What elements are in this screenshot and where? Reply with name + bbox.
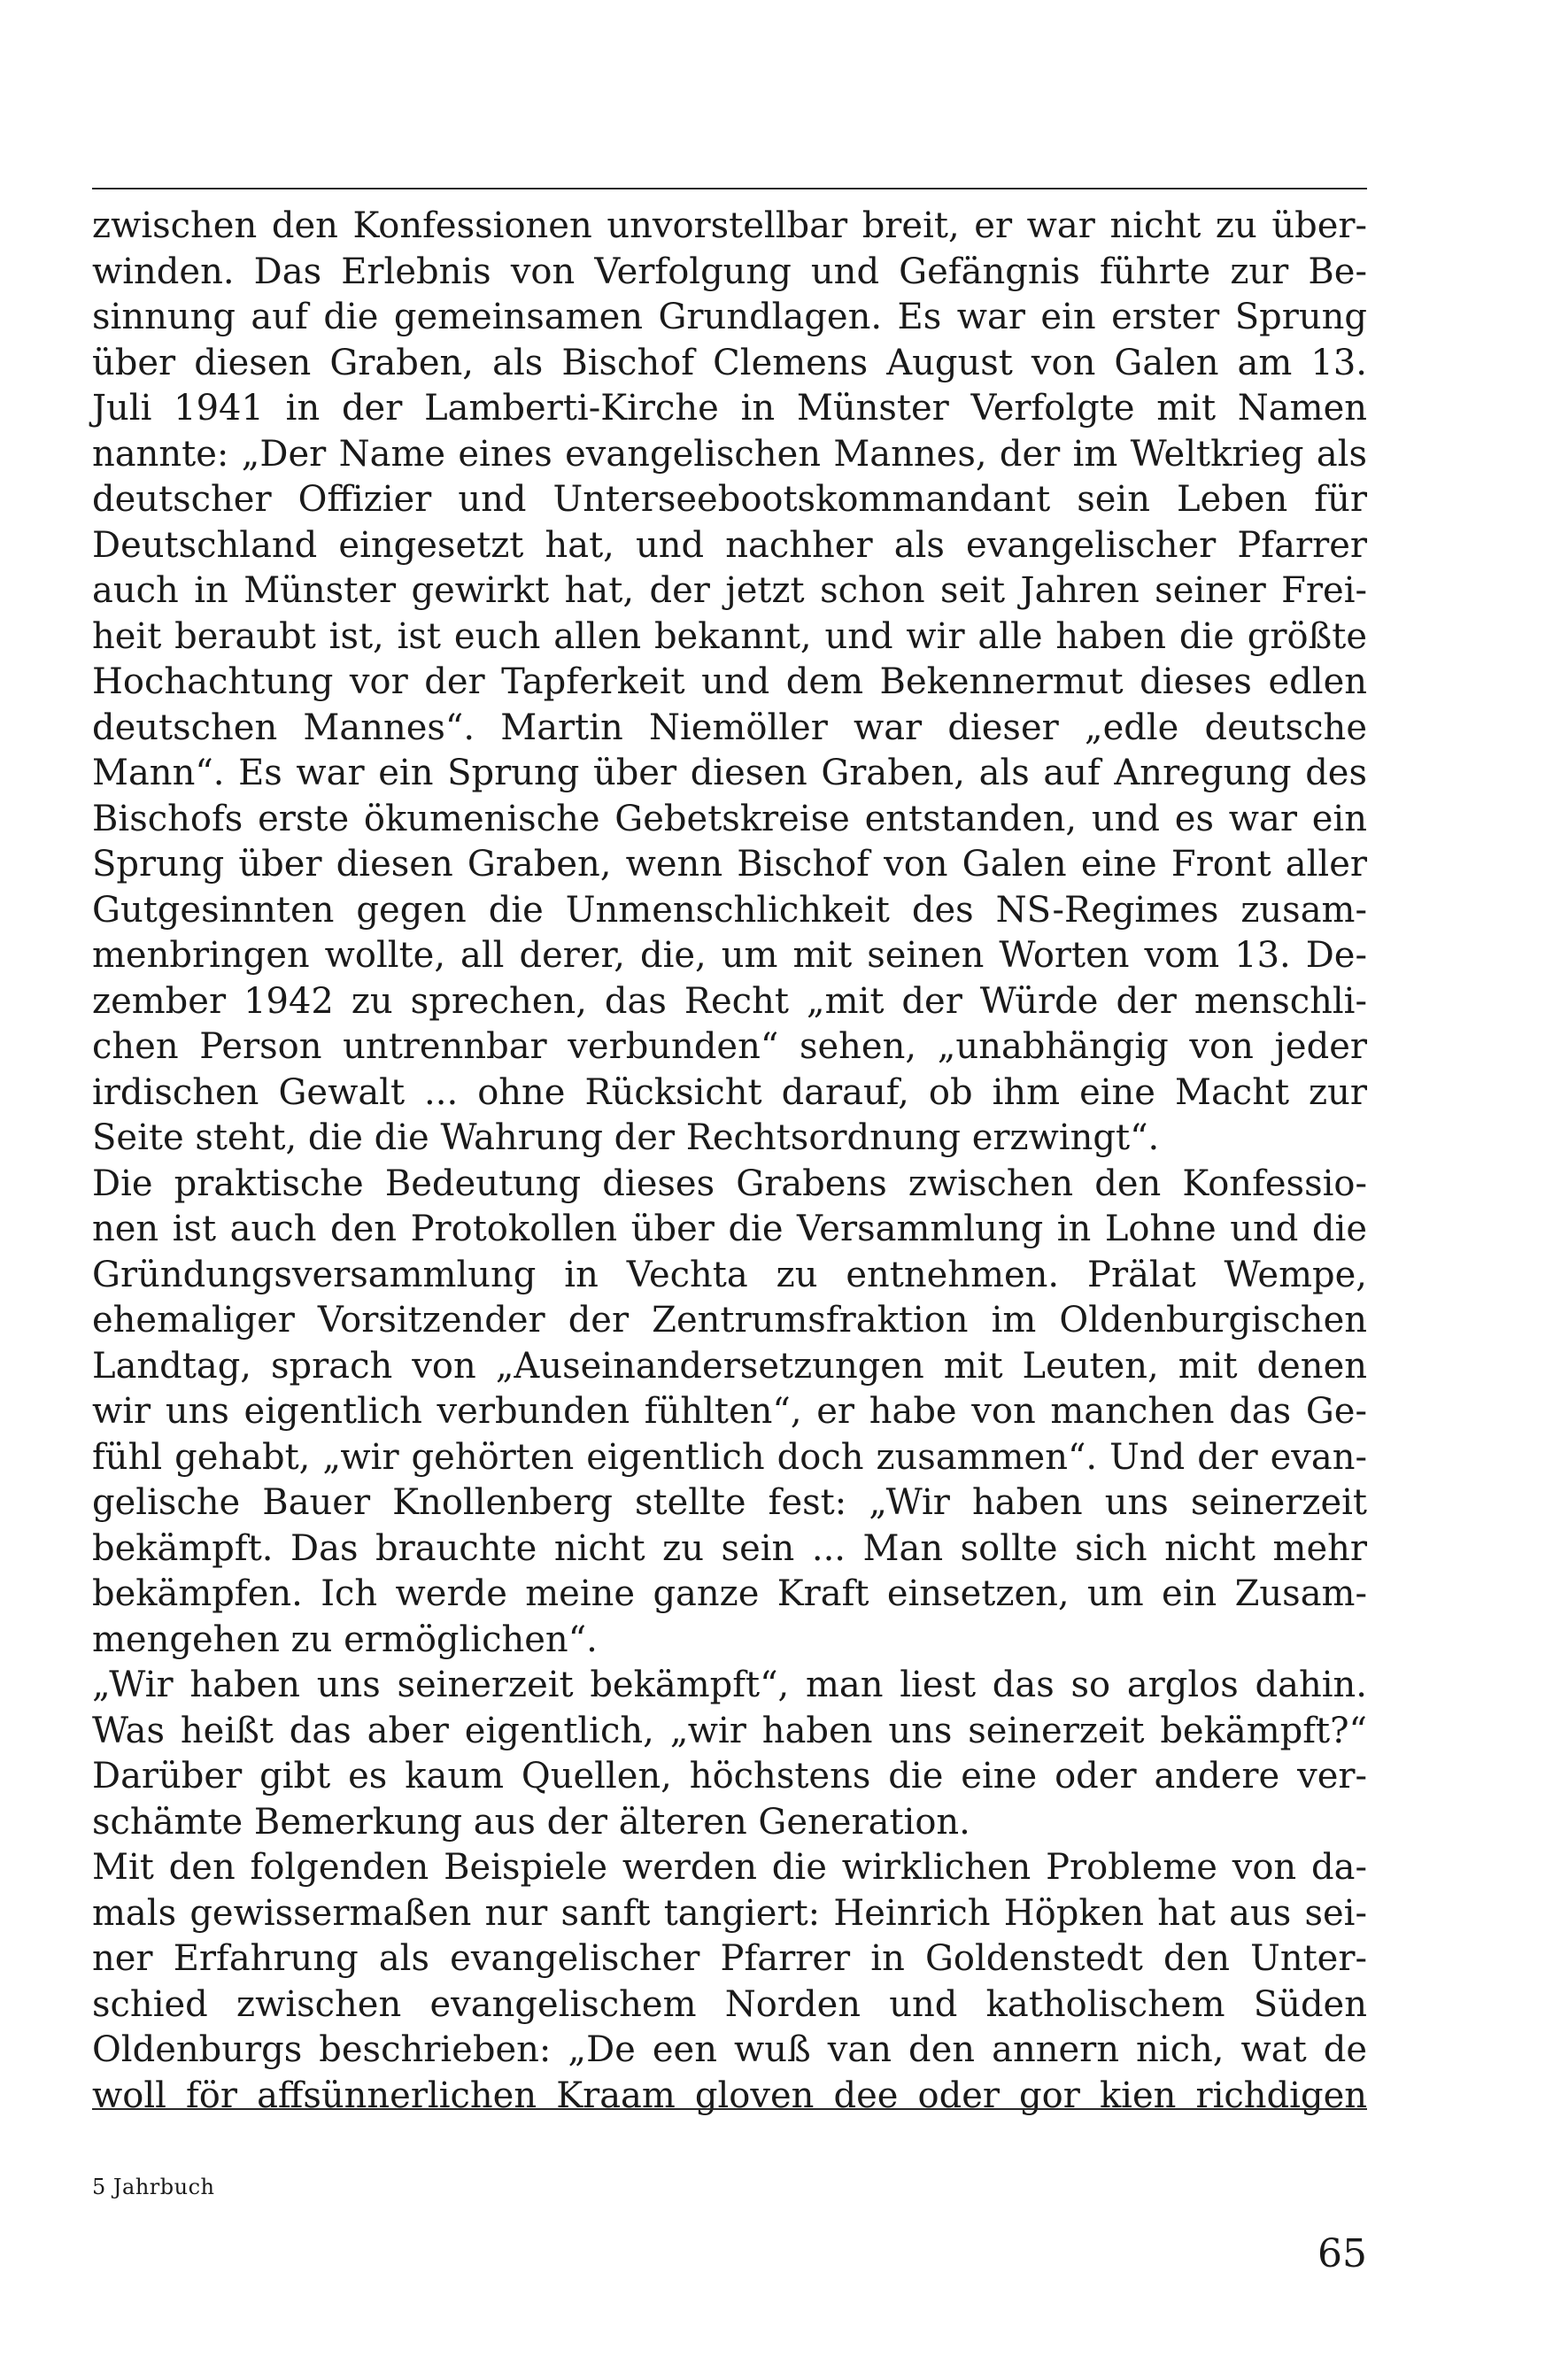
text-line: ehemaliger Vorsitzender der Zentrumsfraktion im Oldenburgischen bbox=[92, 1300, 1367, 1341]
text-line: nannte: „Der Name eines evangelischen Mannes, der im Weltkrieg als bbox=[92, 433, 1367, 475]
text-line: Oldenburgs beschrieben: „De een wuß van den annern nich, wat de bbox=[92, 2029, 1367, 2070]
text-line: zember 1942 zu sprechen, das Recht „mit der Würde der menschli- bbox=[92, 980, 1367, 1022]
page-number: 65 bbox=[1317, 2231, 1367, 2276]
text-line: sinnung auf die gemeinsamen Grundlagen. Es war ein erster Sprung bbox=[92, 297, 1367, 337]
text-line: Deutschland eingesetzt hat, und nachher als evangelischer Pfarrer bbox=[92, 524, 1367, 566]
paragraph bbox=[92, 204, 1367, 1162]
text-line: schämte Bemerkung aus der älteren Generation. bbox=[92, 1801, 970, 1843]
text-line: zwischen den Konfessionen unvorstellbar breit, er war nicht zu über- bbox=[92, 205, 1367, 246]
text-line: bekämpft. Das brauchte nicht zu sein ... Man sollte sich nicht mehr bbox=[92, 1527, 1367, 1569]
text-line: menbringen wollte, all derer, die, um mit seinen Worten vom 13. De- bbox=[92, 935, 1367, 976]
text-line: mengehen zu ermöglichen“. bbox=[92, 1619, 598, 1660]
paragraph bbox=[92, 1845, 1367, 2119]
text-line: Landtag, sprach von „Auseinandersetzungen mit Leuten, mit denen bbox=[92, 1345, 1367, 1387]
text-line: „Wir haben uns seinerzeit bekämpft“, man liest das so arglos dahin. bbox=[92, 1665, 1367, 1705]
text-line: schied zwischen evangelischem Norden und katholischem Süden bbox=[92, 1983, 1367, 2025]
top-rule bbox=[92, 188, 1367, 189]
text-line: winden. Das Erlebnis von Verfolgung und Gefängnis führte zur Be- bbox=[92, 251, 1367, 292]
text-line: nen ist auch den Protokollen über die Versammlung in Lohne und die bbox=[92, 1209, 1367, 1249]
text-line: Sprung über diesen Graben, wenn Bischof von Galen eine Front aller bbox=[92, 844, 1367, 885]
text-line: Hochachtung vor der Tapferkeit und dem Bekennermut dieses edlen bbox=[92, 661, 1367, 702]
text-line: woll för affsünnerlichen Kraam gloven dee oder gor kien richdigen bbox=[92, 2075, 1367, 2116]
text-line: mals gewissermaßen nur sanft tangiert: Heinrich Höpken hat aus sei- bbox=[92, 1892, 1367, 1934]
text-line: Mit den folgenden Beispiele werden die wirklichen Probleme von da- bbox=[92, 1847, 1367, 1888]
text-line: Die praktische Bedeutung dieses Grabens zwischen den Konfessio- bbox=[92, 1163, 1367, 1204]
text-line: Gründungsversammlung in Vechta zu entnehmen. Prälat Wempe, bbox=[92, 1254, 1367, 1295]
text-line: fühl gehabt, „wir gehörten eigentlich doch zusammen“. Und der evan- bbox=[92, 1436, 1367, 1478]
text-line: ner Erfahrung als evangelischer Pfarrer in Goldenstedt den Unter- bbox=[92, 1938, 1367, 1979]
text-line: Was heißt das aber eigentlich, „wir haben uns seinerzeit bekämpft?“ bbox=[92, 1710, 1367, 1751]
text-line: Mann“. Es war ein Sprung über diesen Graben, als auf Anregung des bbox=[92, 753, 1367, 793]
text-line: deutscher Offizier und Unterseebootskommandant sein Leben für bbox=[92, 479, 1367, 520]
bottom-rule bbox=[92, 2108, 1367, 2110]
text-line: bekämpfen. Ich werde meine ganze Kraft einsetzen, um ein Zusam- bbox=[92, 1573, 1367, 1614]
paragraph bbox=[92, 1162, 1367, 1664]
text-line: Seite steht, die die Wahrung der Rechtsordnung erzwingt“. bbox=[92, 1117, 1160, 1158]
text-line: wir uns eigentlich verbunden fühlten“, er habe von manchen das Ge- bbox=[92, 1391, 1367, 1432]
text-line: Gutgesinnten gegen die Unmenschlichkeit des NS-Regimes zusam- bbox=[92, 889, 1367, 931]
text-line: Juli 1941 in der Lamberti-Kirche in Münster Verfolgte mit Namen bbox=[92, 388, 1367, 429]
text-line: über diesen Graben, als Bischof Clemens August von Galen am 13. bbox=[92, 342, 1367, 383]
paragraph bbox=[92, 1663, 1367, 1845]
text-line: gelische Bauer Knollenberg stellte fest: „Wir haben uns seinerzeit bbox=[92, 1482, 1367, 1523]
body-text bbox=[92, 204, 1367, 2119]
text-line: chen Person untrennbar verbunden“ sehen, „unabhängig von jeder bbox=[92, 1026, 1367, 1067]
text-line: Bischofs erste ökumenische Gebetskreise entstanden, und es war ein bbox=[92, 798, 1367, 839]
footer-note: 5 Jahrbuch bbox=[92, 2175, 215, 2199]
text-line: deutschen Mannes“. Martin Niemöller war dieser „edle deutsche bbox=[92, 707, 1367, 748]
text-line: Darüber gibt es kaum Quellen, höchstens die eine oder andere ver- bbox=[92, 1756, 1367, 1797]
text-line: auch in Münster gewirkt hat, der jetzt schon seit Jahren seiner Frei- bbox=[92, 570, 1367, 611]
text-line: heit beraubt ist, ist euch allen bekannt, und wir alle haben die größte bbox=[92, 615, 1367, 657]
text-line: irdischen Gewalt ... ohne Rücksicht darauf, ob ihm eine Macht zur bbox=[92, 1071, 1367, 1113]
